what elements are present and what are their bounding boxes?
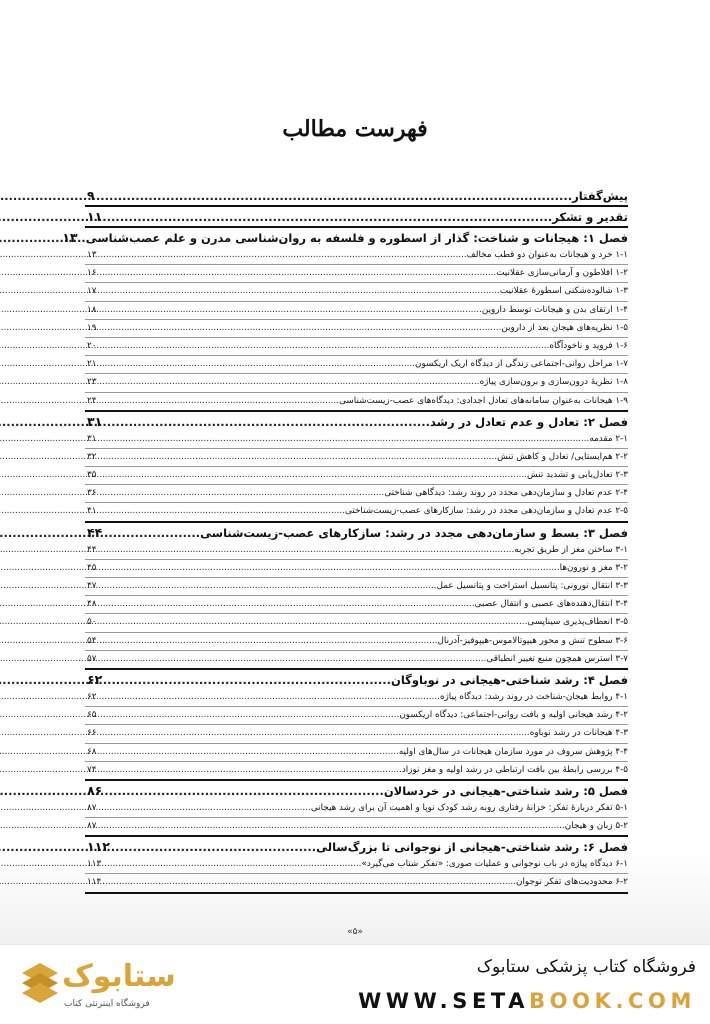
toc-chapter-page-number: ۴۴ — [87, 524, 103, 540]
table-of-contents — [62, 186, 628, 894]
toc-section-title: ۱-۳ شالوده‌شکنی اسطورهٔ عقلانیت — [499, 286, 628, 297]
toc-chapter-block — [85, 670, 628, 781]
toc-chapter-page-number: ۳۱ — [87, 413, 103, 429]
toc-section-row[interactable] — [85, 265, 628, 283]
toc-section-page-number: ۱۱۳ — [87, 859, 102, 870]
toc-section-page-number: ۲۳ — [87, 377, 97, 388]
toc-section-page-number: ۴۱ — [87, 506, 97, 517]
toc-chapter-row[interactable] — [85, 523, 628, 542]
dot-leader — [101, 707, 399, 724]
dot-leader — [102, 671, 391, 690]
toc-section-title: ۶-۲ محدودیت‌های تفکر نوجوان — [516, 877, 628, 888]
toc-section-page-number: ۴۵ — [87, 562, 97, 573]
dot-leader — [78, 229, 86, 248]
toc-section-page-number: ۱۹ — [87, 322, 97, 333]
toc-section-title: ۳-۳ انتقال نورونی: پتانسیل استراحت و پتانسیل عمل — [436, 581, 628, 591]
toc-section-title: ۲-۱ مقدمه — [589, 433, 628, 444]
dot-leader — [101, 818, 565, 835]
dot-leader — [101, 374, 480, 391]
dot-leader — [101, 578, 437, 595]
toc-section-row[interactable] — [85, 503, 628, 520]
toc-section-page-number: ۸۷ — [87, 802, 97, 813]
dot-leader — [101, 856, 361, 873]
dot-leader — [102, 782, 384, 801]
toc-chapter-title: فصل ۲: تعادل و عدم تعادل در رشد — [430, 414, 628, 429]
toc-section-title: ۴-۲ رشد هیجانی اولیه و بافت روانی-اجتماعی: دیدگاه اریکسون — [399, 710, 628, 721]
dot-leader — [101, 633, 438, 650]
toc-chapter-block — [85, 207, 628, 228]
toc-chapter-block — [85, 523, 628, 670]
toc-section-row[interactable] — [85, 707, 628, 725]
toc-section-title: ۳-۱ ساختن مغز از طریق تجربه — [514, 544, 628, 555]
toc-chapter-block — [85, 781, 628, 837]
toc-section-row[interactable] — [85, 542, 628, 560]
logo-wordmark: ستابوک — [62, 959, 176, 994]
toc-chapter-row[interactable] — [85, 412, 628, 431]
toc-section-page-number: ۱۳ — [87, 250, 97, 260]
toc-section-title: ۳-۲ مغز و نورون‌ها — [559, 562, 628, 573]
toc-section-page-number: ۳۵ — [87, 470, 97, 481]
toc-section-page-number: ۴۷ — [87, 581, 97, 591]
dot-leader — [101, 320, 501, 337]
dot-leader — [101, 503, 345, 520]
dot-leader — [101, 874, 516, 891]
setabook-logo — [20, 955, 280, 1015]
toc-section-row[interactable] — [85, 651, 628, 668]
toc-section-title: ۲-۴ عدم تعادل و سازمان‌دهی مجدد در روند رشد: دیدگاهی شناختی — [384, 488, 628, 499]
toc-chapter-title: فصل ۴: رشد شناختی-هیجانی در نوباوگان — [391, 672, 628, 687]
toc-section-page-number: ۳۲ — [87, 451, 97, 462]
toc-section-page-number: ۱۱۴ — [87, 877, 102, 888]
toc-section-row[interactable] — [85, 467, 628, 485]
dot-leader — [101, 283, 500, 300]
toc-section-title: ۲-۳ تعادل‌یابی و تشدید تنش — [527, 470, 628, 481]
dot-leader — [101, 356, 415, 373]
url-part-2: BOOK.COM — [529, 989, 696, 1013]
toc-section-row[interactable] — [85, 578, 628, 596]
toc-section-page-number: ۶۲ — [87, 691, 97, 702]
toc-section-page-number: ۵۷ — [87, 653, 97, 664]
toc-section-title: ۳-۶ سطوح تنش و محور هیپوتالاموس-هیپوفیز-آدرنال — [437, 635, 628, 646]
toc-chapter-title: پیش‌گفتار — [572, 189, 628, 203]
dot-leader — [101, 542, 514, 559]
toc-section-page-number: ۶۵ — [87, 710, 97, 721]
toc-section-title: ۱-۱ خرد و هیجانات به‌عنوان دو قطب مخالف — [466, 250, 628, 260]
toc-section-row[interactable] — [85, 800, 628, 818]
dot-leader — [102, 524, 200, 543]
dot-leader — [101, 651, 486, 668]
toc-chapter-row[interactable] — [85, 670, 628, 689]
store-name: فروشگاه کتاب پزشکی ستابوک — [476, 957, 696, 977]
dot-leader — [101, 302, 482, 319]
toc-section-page-number: ۶۸ — [87, 746, 97, 757]
toc-chapter-row[interactable] — [85, 781, 628, 800]
toc-chapter-page-number: ۹ — [87, 188, 95, 203]
toc-section-title: ۱-۲ افلاطون و آرمانی‌سازی عقلانیت — [496, 268, 628, 279]
dot-leader — [101, 596, 475, 613]
toc-chapter-row[interactable] — [85, 837, 628, 856]
toc-chapter-page-number: ۸۶ — [87, 782, 103, 798]
logo-tagline: فروشگاه اینترنتی کتاب — [64, 999, 150, 1009]
toc-section-page-number: ۱۷ — [87, 286, 97, 297]
toc-section-row[interactable] — [85, 744, 628, 762]
dot-leader — [102, 413, 430, 432]
toc-section-row[interactable] — [85, 356, 628, 374]
toc-chapter-title: فصل ۳: بسط و سازمان‌دهی مجدد در رشد: سازکارهای عصب-زیست‌شناسی — [200, 525, 628, 540]
toc-chapter-page-number: ۶۲ — [87, 671, 103, 687]
toc-section-row[interactable] — [85, 302, 628, 320]
toc-chapter-block — [62, 228, 628, 412]
toc-section-title: ۱-۵ نظریه‌های هیجان بعد از داروین — [501, 322, 628, 333]
store-footer-banner — [0, 944, 710, 1024]
page-title: فهرست مطالب — [282, 116, 428, 142]
dot-leader — [102, 208, 552, 227]
dot-leader — [101, 744, 399, 761]
toc-section-page-number: ۱۸ — [87, 304, 97, 315]
dot-leader — [101, 247, 467, 264]
toc-chapter-page-number: ۱۱ — [87, 209, 103, 224]
toc-section-row[interactable] — [85, 614, 628, 632]
toc-section-row[interactable] — [85, 689, 628, 707]
toc-section-row[interactable] — [85, 374, 628, 392]
page-number: «۵» — [347, 927, 363, 937]
toc-section-page-number: ۴۴ — [87, 544, 97, 555]
toc-section-title: ۵-۱ تفکر دربارهٔ تفکر: خزانهٔ رفتاری روبه رشد کودک نوپا و اهمیت آن برای رشد هیجانی — [310, 802, 628, 813]
toc-section-page-number: ۶۶ — [87, 728, 97, 739]
toc-section-page-number: ۱۶ — [87, 268, 97, 279]
toc-chapter-page-number: ۱۳ — [62, 230, 78, 245]
toc-section-title: ۳-۷ استرس همچون منبع تغییر انطباقی — [486, 653, 628, 664]
toc-section-page-number: ۵۴ — [87, 635, 97, 646]
toc-chapter-block — [85, 837, 628, 893]
toc-section-title: ۱-۹ هیجانات به‌عنوان سامانه‌های تعادل اجدادی: دیدگاه‌های عصب-زیست‌شناسی — [339, 395, 628, 406]
toc-section-row[interactable] — [85, 485, 628, 503]
toc-section-page-number: ۸۷ — [87, 821, 97, 832]
dot-leader — [101, 725, 530, 742]
dot-leader — [101, 485, 384, 502]
toc-section-row[interactable] — [85, 596, 628, 614]
toc-section-page-number: ۲۰ — [87, 340, 97, 351]
toc-section-row[interactable] — [85, 818, 628, 835]
toc-section-row[interactable] — [85, 725, 628, 743]
store-url[interactable] — [358, 989, 696, 1013]
toc-section-title: ۲-۵ عدم تعادل و سازمان‌دهی مجدد در رشد: سازکارهای عصب-زیست‌شناختی — [345, 506, 628, 517]
dot-leader — [101, 560, 560, 577]
toc-section-row[interactable] — [85, 283, 628, 301]
toc-section-title: ۴-۱ روابط هیجان-شناخت در روند رشد: دیدگاه پیاژه — [439, 691, 628, 702]
toc-section-title: ۳-۵ انعطاف‌پذیری سیناپسی — [527, 617, 628, 628]
dot-leader — [101, 449, 497, 466]
toc-section-row[interactable] — [85, 247, 628, 265]
toc-section-title: ۱-۶ فروید و ناخودآگاه — [549, 340, 628, 351]
toc-section-title: ۱-۴ ارتقای بدن و هیجانات توسط داروین — [481, 304, 628, 315]
toc-section-row[interactable] — [85, 633, 628, 651]
toc-chapter-block — [85, 412, 628, 523]
dot-leader — [101, 187, 572, 206]
toc-section-row[interactable] — [85, 856, 628, 874]
toc-chapter-block — [85, 186, 628, 207]
toc-chapter-row[interactable] — [85, 186, 628, 205]
toc-section-row[interactable] — [85, 874, 628, 891]
dot-leader — [101, 431, 589, 448]
toc-section-row[interactable] — [85, 393, 628, 410]
toc-section-title: ۶-۱ دیدگاه پیاژه در باب نوجوانی و عملیات صوری: «تفکر شتاب می‌گیرد» — [361, 859, 628, 870]
toc-section-title: ۳-۴ انتقال‌دهنده‌های عصبی و انتقال عصبی — [474, 599, 628, 610]
url-part-1: WWW.SETA — [358, 989, 530, 1013]
toc-chapter-title: تقدیر و تشکر — [552, 210, 628, 224]
dot-leader — [101, 265, 496, 282]
toc-section-page-number: ۷۴ — [87, 764, 97, 775]
toc-section-page-number: ۳۶ — [87, 488, 97, 499]
dot-leader — [101, 393, 339, 410]
toc-section-page-number: ۲۴ — [87, 395, 97, 406]
toc-chapter-page-number: ۱۱۲ — [87, 839, 110, 855]
toc-section-page-number: ۳۱ — [87, 433, 97, 444]
toc-chapter-title: فصل ۵: رشد شناختی-هیجانی در خردسالان — [383, 783, 628, 798]
toc-chapter-title: فصل ۶: رشد شناختی-هیجانی از نوجوانی تا بزرگ‌سالی — [316, 840, 628, 855]
toc-section-title: ۴-۳ هیجانات در رشد نوباوه — [529, 728, 628, 739]
dot-leader — [101, 338, 549, 355]
toc-section-row[interactable] — [85, 338, 628, 356]
toc-section-row[interactable] — [85, 762, 628, 779]
toc-section-row[interactable] — [85, 560, 628, 578]
toc-section-row[interactable] — [85, 320, 628, 338]
dot-leader — [101, 689, 440, 706]
dot-leader — [101, 800, 311, 817]
toc-chapter-row[interactable] — [85, 207, 628, 226]
toc-section-title: ۲-۲ هم‌ایستایی/ تعادل و کاهش تنش — [497, 451, 628, 462]
toc-section-title: ۱-۸ نظریهٔ درون‌سازی و برون‌سازی پیاژه — [479, 377, 628, 388]
toc-section-title: ۴-۵ بررسی رابطهٔ بین بافت ارتباطی در رشد اولیه و مغز نوزاد — [401, 764, 628, 775]
toc-section-page-number: ۲۱ — [87, 359, 97, 370]
dot-leader — [110, 838, 316, 857]
toc-section-page-number: ۴۸ — [87, 599, 97, 610]
toc-section-row[interactable] — [85, 449, 628, 467]
dot-leader — [101, 762, 402, 779]
toc-section-title: ۱-۷ مراحل روانی-اجتماعی زندگی از دیدگاه اریک اریکسون — [415, 359, 628, 370]
dot-leader — [101, 614, 527, 631]
book-stack-icon — [20, 959, 60, 1011]
toc-chapter-title: فصل ۱: هیجانات و شناخت: گذار از اسطوره و فلسفه به روان‌شناسی مدرن و علم عصب‌شناسی — [85, 231, 628, 245]
toc-section-title: ۴-۴ پژوهش سروف در مورد سازمان هیجانات در سال‌های اولیه — [398, 746, 628, 757]
toc-section-row[interactable] — [85, 431, 628, 449]
dot-leader — [101, 467, 527, 484]
toc-section-title: ۵-۲ زبان و هیجان — [564, 821, 628, 832]
toc-section-page-number: ۵۰ — [87, 617, 97, 628]
toc-chapter-row[interactable] — [62, 228, 628, 247]
